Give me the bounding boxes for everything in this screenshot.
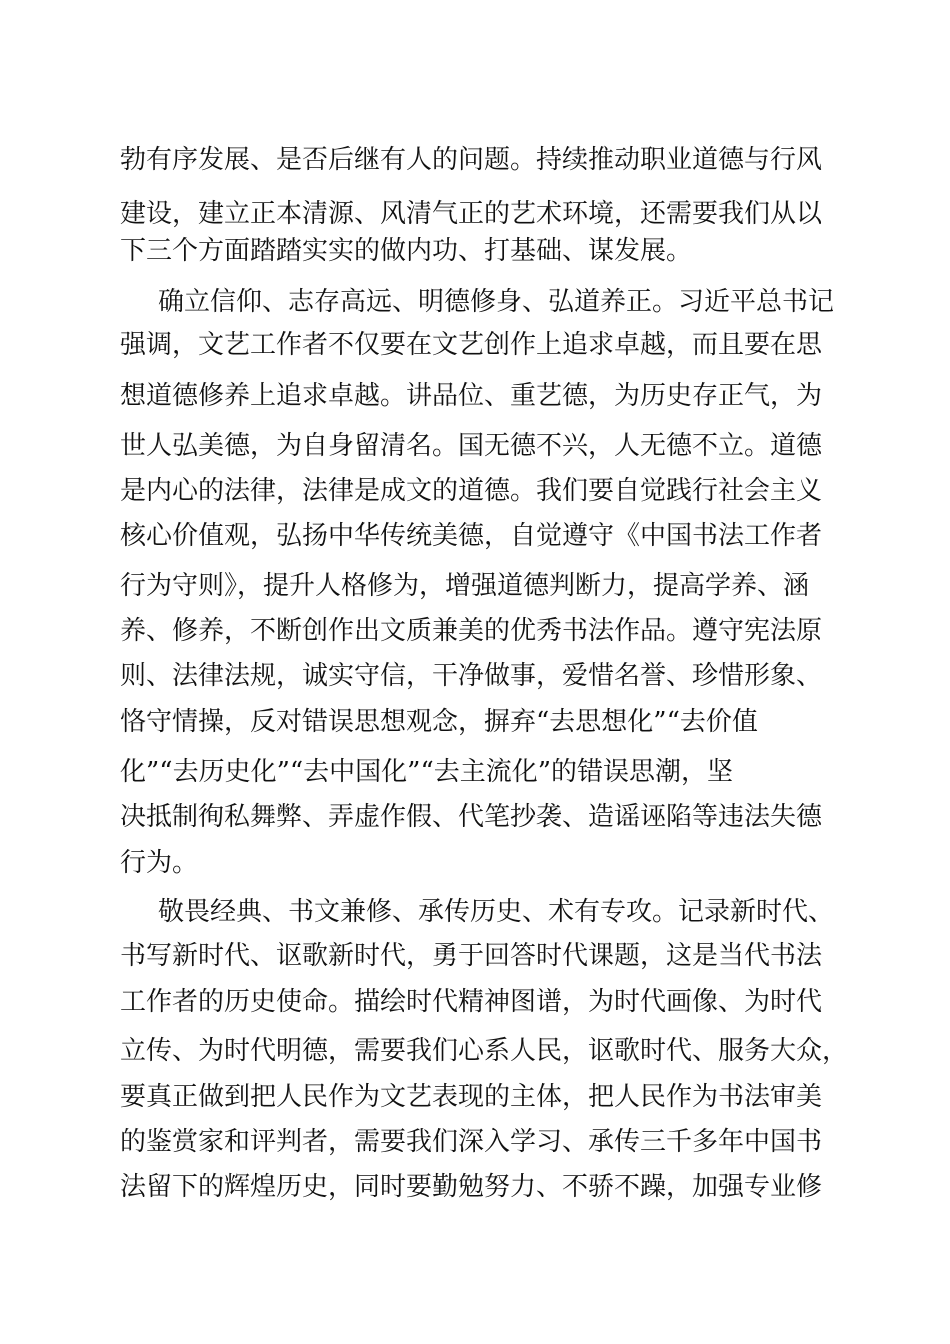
paragraph-start-line: 确立信仰、志存高远、明德修身、弘道养正。习近平总书记 <box>158 287 835 317</box>
text-line: 立传、为时代明德，需要我们心系人民，讴歌时代、服务大众， <box>120 1036 849 1066</box>
paragraph-start-line: 敬畏经典、书文兼修、承传历史、术有专攻。记录新时代、 <box>158 897 835 927</box>
text-line: 核心价值观，弘扬中华传统美德，自觉遵守《中国书法工作者 <box>120 521 823 551</box>
text-line: 想道德修养上追求卓越。讲品位、重艺德，为历史存正气，为 <box>120 381 823 411</box>
text-line: 工作者的历史使命。描绘时代精神图谱，为时代画像、为时代 <box>120 987 823 1017</box>
text-line: 强调，文艺工作者不仅要在文艺创作上追求卓越，而且要在思 <box>120 330 823 360</box>
text-line: 则、法律法规，诚实守信，干净做事，爱惜名誉、珍惜形象、 <box>120 661 823 691</box>
text-line: 勃有序发展、是否后继有人的问题。持续推动职业道德与行风 <box>120 145 823 175</box>
text-line: 的鉴赏家和评判者，需要我们深入学习、承传三千多年中国书 <box>120 1127 823 1157</box>
text-line: 恪守情操，反对错误思想观念，摒弃“去思想化”“去价值 <box>120 707 758 737</box>
text-line: 行为守则》，提升人格修为，增强道德判断力，提高学养、涵 <box>120 571 810 601</box>
text-line: 决抵制徇私舞弊、弄虚作假、代笔抄袭、造谣诬陷等违法失德 <box>120 802 823 832</box>
text-line: 养、修养，不断创作出文质兼美的优秀书法作品。遵守宪法原 <box>120 616 823 646</box>
text-line: 下三个方面踏踏实实的做内功、打基础、谋发展。 <box>120 236 693 266</box>
text-line: 化”“去历史化”“去中国化”“去主流化”的错误思潮，坚 <box>120 757 734 787</box>
text-line: 法留下的辉煌历史，同时要勤勉努力、不骄不躁，加强专业修 <box>120 1172 823 1202</box>
text-line: 书写新时代、讴歌新时代，勇于回答时代课题，这是当代书法 <box>120 941 823 971</box>
text-line: 世人弘美德，为自身留清名。国无德不兴，人无德不立。道德 <box>120 431 823 461</box>
text-line: 建设，建立正本清源、风清气正的艺术环境，还需要我们从以 <box>120 199 823 229</box>
text-line: 行为。 <box>120 848 199 878</box>
text-line: 是内心的法律，法律是成文的道德。我们要自觉践行社会主义 <box>120 476 823 506</box>
text-line: 要真正做到把人民作为文艺表现的主体，把人民作为书法审美 <box>120 1082 823 1112</box>
